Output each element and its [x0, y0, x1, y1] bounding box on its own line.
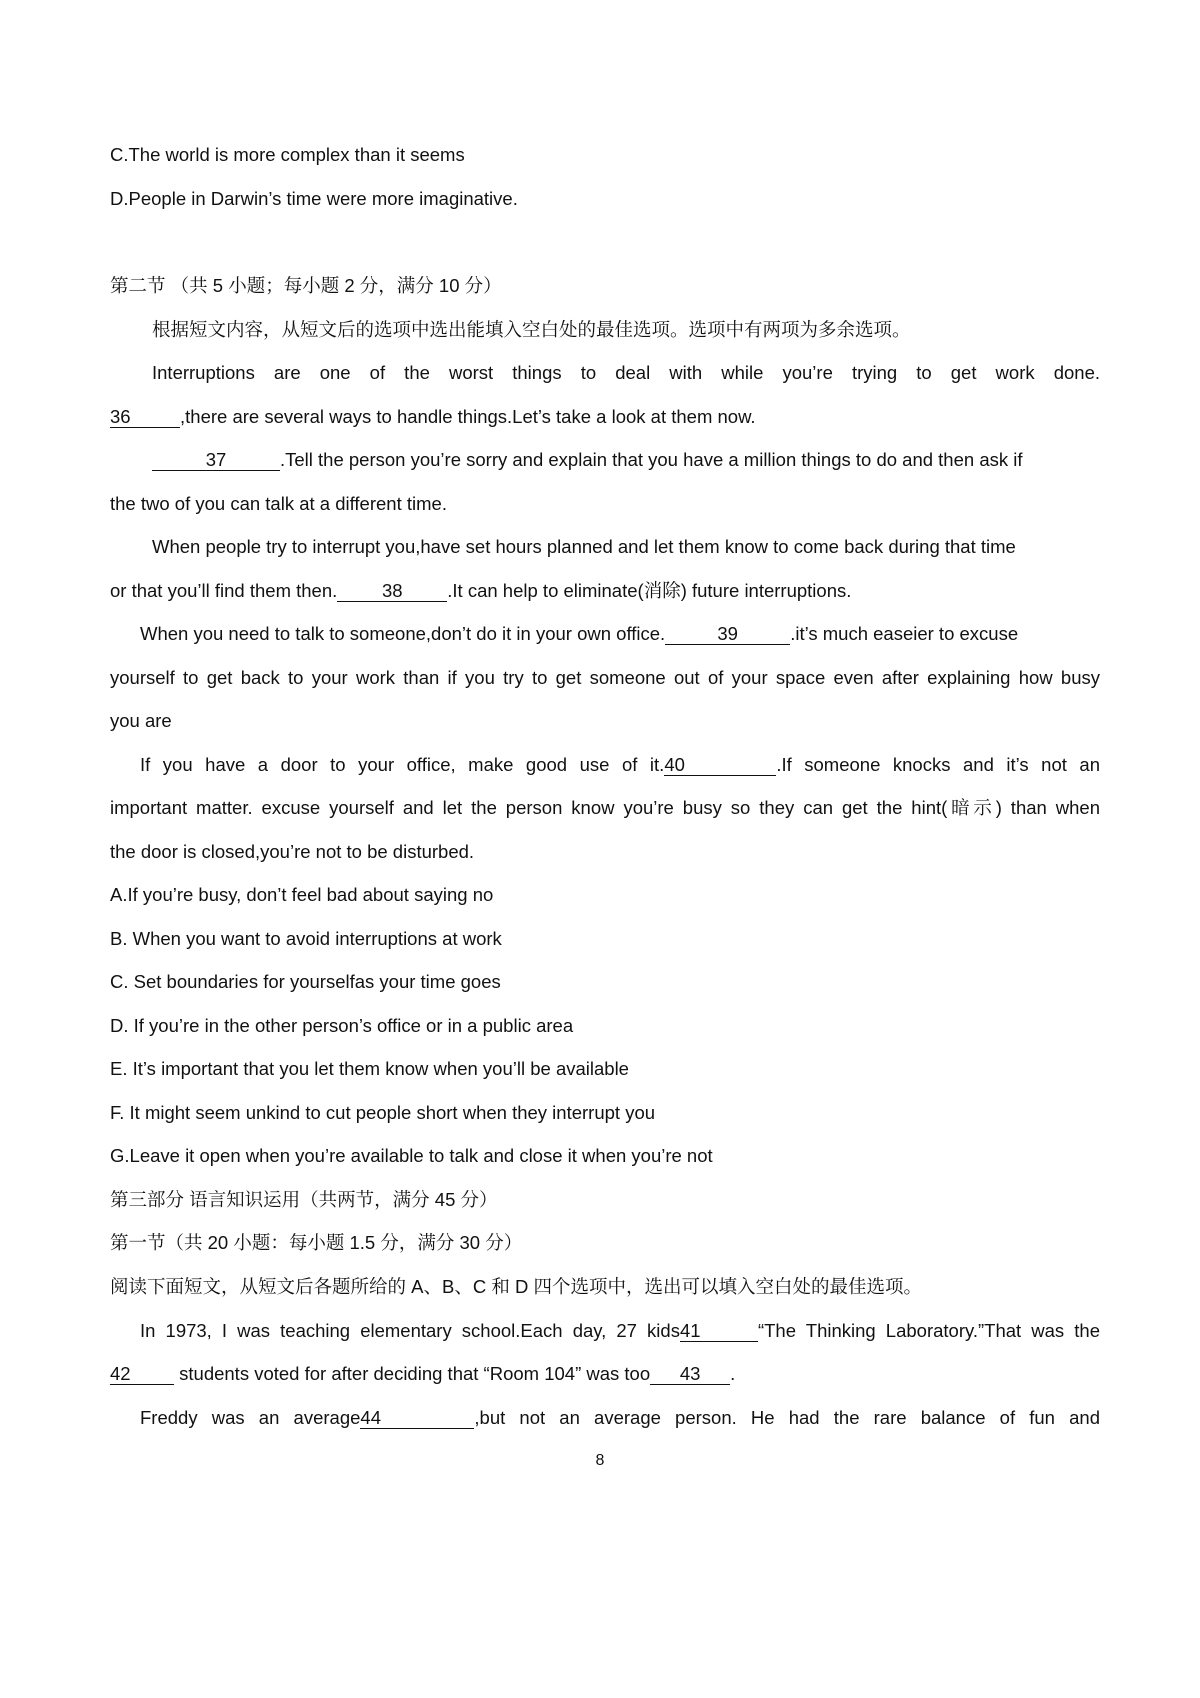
passage-paragraph-5-line-3: the door is closed,you’re not to be disturbed. — [110, 841, 475, 862]
paragraph-1-text: ,there are several ways to handle things.Let’s take a look at them now. — [180, 406, 756, 427]
paragraph-2-text: .Tell the person you’re sorry and explain that you have a million things to do and then ask if — [280, 449, 1023, 470]
blank-42: 42 — [110, 1364, 174, 1385]
cloze-paragraph-1-line-1 — [140, 1319, 1100, 1343]
passage-paragraph-1-line-1: Interruptions are one of the worst things to deal with while you’re trying to get work done. — [152, 362, 1100, 383]
paragraph-3-text-a: or that you’ll find them then. — [110, 580, 338, 601]
cloze-text-b: “The Thinking Laboratory.”That was the — [757, 1320, 1100, 1341]
option-c: C. Set boundaries for yourselfas your time goes — [110, 971, 501, 992]
passage-paragraph-2-line-1 — [152, 448, 1100, 472]
passage-paragraph-4-line-2: yourself to get back to your work than if you try to get someone out of your space even after explaining how busy — [110, 667, 1100, 688]
paragraph-5-text-b: .If someone knocks and it’s not an — [776, 754, 1100, 775]
option-d-prev: D.People in Darwin’s time were more imaginative. — [110, 188, 518, 209]
passage-paragraph-2-line-2: the two of you can talk at a different time. — [110, 493, 447, 514]
blank-44: 44 — [360, 1408, 474, 1429]
blank-40: 40 — [664, 755, 776, 776]
option-b: B. When you want to avoid interruptions at work — [110, 928, 502, 949]
option-d: D. If you’re in the other person’s office or in a public area — [110, 1015, 574, 1036]
part-3-instruction: 阅读下面短文，从短文后各题所给的 A、B、C 和 D 四个选项中，选出可以填入空白处的最佳选项。 — [110, 1276, 922, 1297]
paragraph-4-text-b: .it’s much easeier to excuse — [790, 623, 1019, 644]
option-g: G.Leave it open when you’re available to talk and close it when you’re not — [110, 1145, 713, 1166]
section-2-instruction: 根据短文内容，从短文后的选项中选出能填入空白处的最佳选项。选项中有两项为多余选项。 — [152, 319, 911, 340]
passage-paragraph-4-line-3: you are — [110, 710, 172, 731]
cloze-text-d: . — [730, 1363, 736, 1384]
option-e: E. It’s important that you let them know when you’ll be available — [110, 1058, 629, 1079]
blank-36: 36 — [110, 407, 180, 428]
blank-39: 39 — [665, 624, 790, 645]
passage-paragraph-1-line-2 — [110, 405, 1100, 429]
cloze-text-a: In 1973, I was teaching elementary school.Each day, 27 kids — [140, 1320, 680, 1341]
passage-paragraph-5-line-1 — [140, 753, 1100, 777]
paragraph-5-text-a: If you have a door to your office, make good use of it. — [140, 754, 665, 775]
blank-43: 43 — [650, 1364, 730, 1385]
passage-paragraph-3-line-2 — [110, 579, 1100, 603]
part-3-heading: 第三部分 语言知识运用（共两节，满分 45 分） — [110, 1189, 498, 1210]
page-number: 8 — [595, 1452, 605, 1469]
cloze-text-c: students voted for after deciding that “Room 104” was too — [174, 1363, 651, 1384]
section-2-heading: 第二节 （共 5 小题；每小题 2 分，满分 10 分） — [110, 275, 502, 296]
blank-37: 37 — [152, 450, 280, 471]
blank-38: 38 — [337, 581, 447, 602]
cloze-paragraph-1-line-2 — [110, 1362, 1100, 1386]
cloze-text-f: ,but not an average person. He had the rare balance of fun and — [474, 1407, 1100, 1428]
cloze-paragraph-2-line-1 — [140, 1406, 1100, 1430]
passage-paragraph-4-line-1 — [140, 622, 1100, 646]
paragraph-4-text-a: When you need to talk to someone,don’t do it in your own office. — [140, 623, 666, 644]
passage-paragraph-3-line-1: When people try to interrupt you,have set hours planned and let them know to come back during that time — [152, 536, 1016, 557]
cloze-text-e: Freddy was an average — [140, 1407, 361, 1428]
blank-41: 41 — [680, 1321, 758, 1342]
option-f: F. It might seem unkind to cut people short when they interrupt you — [110, 1102, 656, 1123]
part-3-section-1-heading: 第一节（共 20 小题：每小题 1.5 分，满分 30 分） — [110, 1232, 523, 1253]
option-c-prev: C.The world is more complex than it seems — [110, 144, 465, 165]
passage-paragraph-5-line-2: important matter. excuse yourself and let the person know you’re busy so they can get the hint(暗示) than when — [110, 797, 1100, 818]
paragraph-3-text-b: .It can help to eliminate(消除) future interruptions. — [447, 580, 852, 601]
option-a: A.If you’re busy, don’t feel bad about saying no — [110, 884, 494, 905]
